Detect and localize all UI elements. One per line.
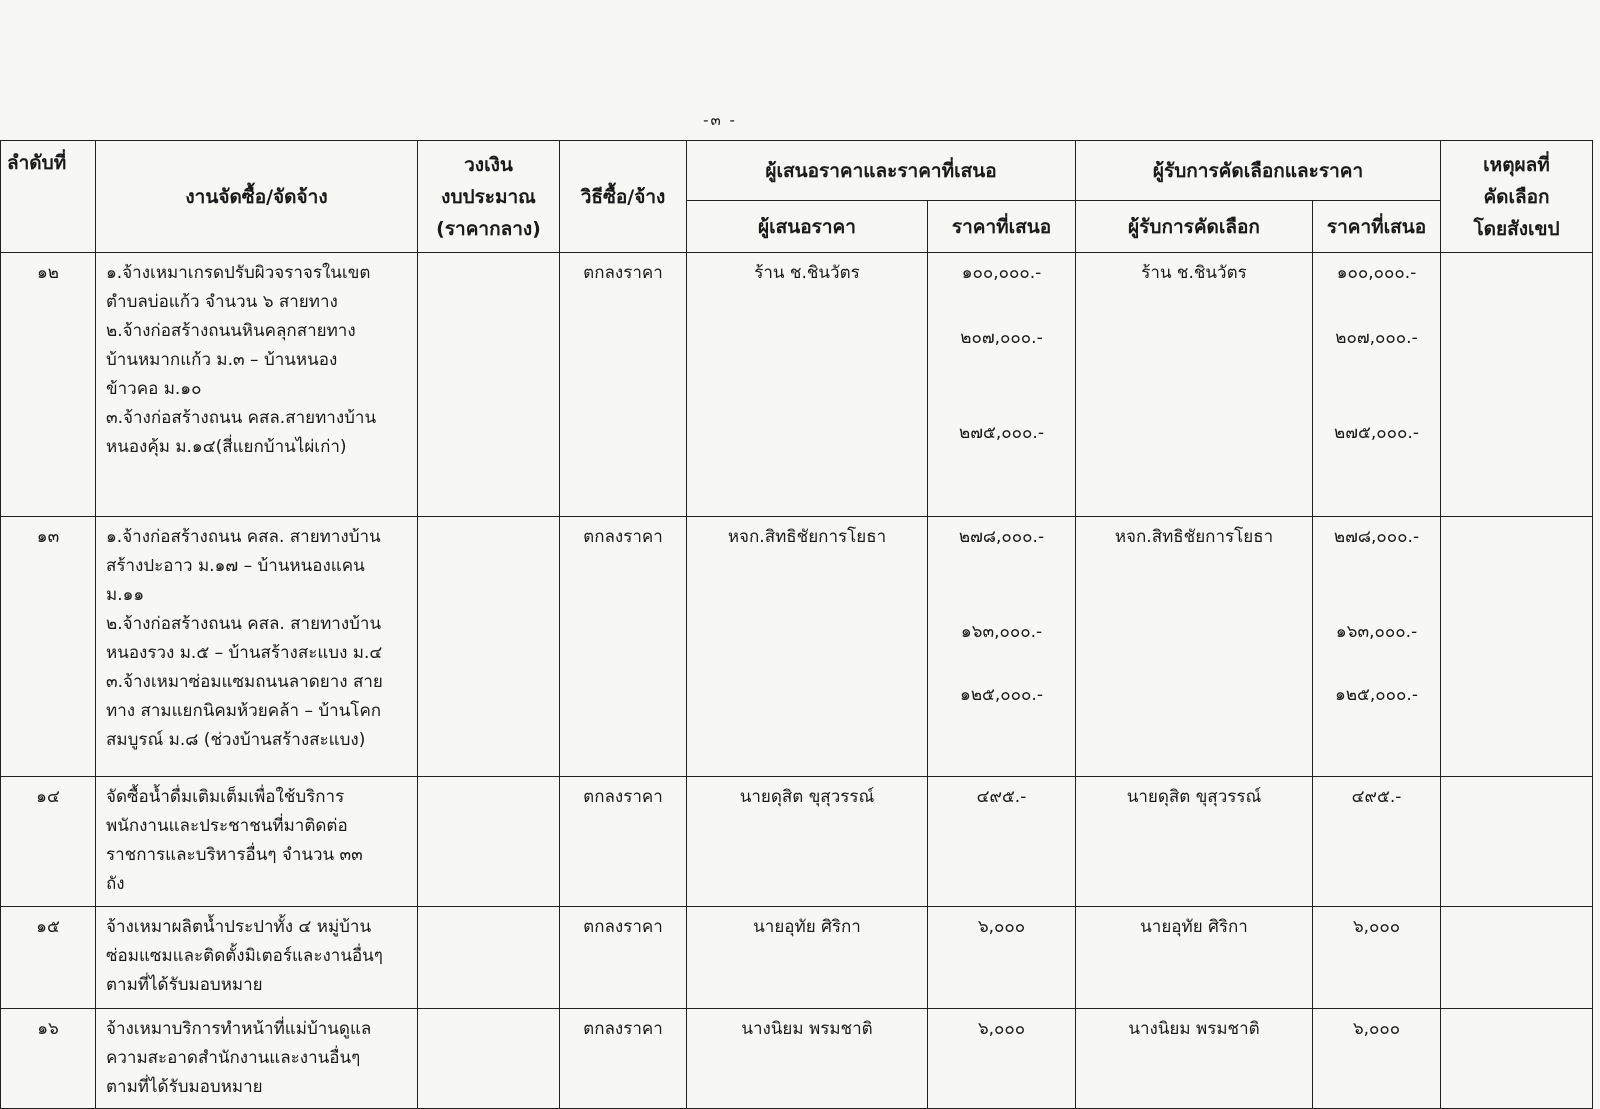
procurement-table bbox=[0, 140, 1593, 1109]
bid-price: ๒๗๘,๐๐๐.- bbox=[958, 527, 1045, 547]
header-reason-line: โดยสังเขป bbox=[1473, 217, 1560, 240]
item-line: ถัง bbox=[106, 874, 125, 894]
row-selected-prices bbox=[1313, 777, 1441, 907]
row-seq: ๑๒ bbox=[1, 253, 96, 517]
row-selected: ร้าน ช.ชินวัตร bbox=[1076, 253, 1313, 517]
row-reason bbox=[1441, 777, 1593, 907]
item-line: สร้างปะอาว ม.๑๗ – บ้านหนองแคน bbox=[106, 556, 365, 576]
header-bidders-group: ผู้เสนอราคาและราคาที่เสนอ bbox=[687, 141, 1076, 201]
bid-price: ๒๗๕,๐๐๐.- bbox=[959, 423, 1044, 443]
item-line: ซ่อมแซมและติดตั้งมิเตอร์และงานอื่นๆ bbox=[106, 946, 383, 966]
item-line: ความสะอาดสำนักงานและงานอื่นๆ bbox=[106, 1048, 361, 1068]
selected-price: ๒๗๕,๐๐๐.- bbox=[1334, 423, 1419, 443]
header-budget-line: (ราคากลาง) bbox=[436, 217, 541, 240]
row-items bbox=[96, 517, 418, 777]
row-budget bbox=[418, 1009, 560, 1109]
row-seq: ๑๔ bbox=[1, 777, 96, 907]
row-selected: หจก.สิทธิชัยการโยธา bbox=[1076, 517, 1313, 777]
header-reason bbox=[1441, 141, 1593, 253]
bid-price: ๑๒๕,๐๐๐.- bbox=[960, 685, 1043, 705]
row-bid-prices bbox=[928, 1009, 1076, 1109]
header-reason-line: เหตุผลที่ bbox=[1483, 153, 1550, 176]
row-selected-prices bbox=[1313, 1009, 1441, 1109]
item-line: หนองคุ้ม ม.๑๔(สี่แยกบ้านไผ่เก่า) bbox=[106, 437, 347, 457]
row-selected: นางนิยม พรมชาติ bbox=[1076, 1009, 1313, 1109]
row-seq: ๑๕ bbox=[1, 907, 96, 1009]
row-budget bbox=[418, 253, 560, 517]
item-line: พนักงานและประชาชนที่มาติดต่อ bbox=[106, 816, 348, 836]
row-budget bbox=[418, 777, 560, 907]
selected-price: ๔๙๕.- bbox=[1351, 787, 1402, 807]
page-number: -๓ - bbox=[703, 111, 737, 129]
row-budget bbox=[418, 907, 560, 1009]
row-selected-prices bbox=[1313, 253, 1441, 517]
table-row bbox=[1, 253, 1593, 517]
row-method: ตกลงราคา bbox=[560, 1009, 687, 1109]
row-budget bbox=[418, 517, 560, 777]
row-items bbox=[96, 777, 418, 907]
row-bid-prices bbox=[928, 777, 1076, 907]
row-bid-prices bbox=[928, 517, 1076, 777]
item-line: ๒.จ้างก่อสร้างถนนหินคลุกสายทาง bbox=[106, 321, 356, 341]
row-items bbox=[96, 907, 418, 1009]
row-reason bbox=[1441, 907, 1593, 1009]
row-method: ตกลงราคา bbox=[560, 907, 687, 1009]
item-line: ๑.จ้างเหมาเกรดปรับผิวจราจรในเขต bbox=[106, 263, 371, 283]
item-line: สมบูรณ์ ม.๘ (ช่วงบ้านสร้างสะแบง) bbox=[106, 730, 366, 750]
row-reason bbox=[1441, 1009, 1593, 1109]
item-line: จัดซื้อน้ำดื่มเติมเต็มเพื่อใช้บริการ bbox=[106, 787, 345, 807]
header-bid-price: ราคาที่เสนอ bbox=[928, 201, 1076, 253]
row-bidder: ร้าน ช.ชินวัตร bbox=[687, 253, 928, 517]
row-bidder: นายอุทัย ศิริกา bbox=[687, 907, 928, 1009]
header-budget bbox=[418, 141, 560, 253]
table-row bbox=[1, 907, 1593, 1009]
row-bidder: นางนิยม พรมชาติ bbox=[687, 1009, 928, 1109]
row-bidder: หจก.สิทธิชัยการโยธา bbox=[687, 517, 928, 777]
item-line: ข้าวคอ ม.๑๐ bbox=[106, 379, 202, 399]
row-selected-prices bbox=[1313, 907, 1441, 1009]
header-work: งานจัดซื้อ/จัดจ้าง bbox=[96, 141, 418, 253]
bid-price: ๑๐๐,๐๐๐.- bbox=[961, 263, 1042, 283]
item-line: จ้างเหมาบริการทำหน้าที่แม่บ้านดูแล bbox=[106, 1019, 372, 1039]
selected-price: ๑๒๕,๐๐๐.- bbox=[1335, 685, 1418, 705]
item-line: ๓.จ้างก่อสร้างถนน คสล.สายทางบ้าน bbox=[106, 408, 377, 428]
row-reason bbox=[1441, 517, 1593, 777]
row-method: ตกลงราคา bbox=[560, 517, 687, 777]
row-bidder: นายดุสิต ขุสุวรรณ์ bbox=[687, 777, 928, 907]
selected-price: ๖,๐๐๐ bbox=[1352, 917, 1401, 937]
item-line: ๑.จ้างก่อสร้างถนน คสล. สายทางบ้าน bbox=[106, 527, 381, 547]
header-selected: ผู้รับการคัดเลือก bbox=[1076, 201, 1313, 253]
header-method: วิธีซื้อ/จ้าง bbox=[560, 141, 687, 253]
item-line: ตามที่ได้รับมอบหมาย bbox=[106, 1077, 263, 1097]
header-bidder: ผู้เสนอราคา bbox=[687, 201, 928, 253]
item-line: ๓.จ้างเหมาซ่อมแซมถนนลาดยาง สาย bbox=[106, 672, 383, 692]
row-reason bbox=[1441, 253, 1593, 517]
header-reason-line: คัดเลือก bbox=[1483, 185, 1550, 208]
item-line: ตำบลบ่อแก้ว จำนวน ๖ สายทาง bbox=[106, 292, 338, 312]
bid-price: ๔๙๕.- bbox=[976, 787, 1027, 807]
selected-price: ๑๐๐,๐๐๐.- bbox=[1336, 263, 1417, 283]
table-row bbox=[1, 777, 1593, 907]
row-selected: นายอุทัย ศิริกา bbox=[1076, 907, 1313, 1009]
item-line: ราชการและบริหารอื่นๆ จำนวน ๓๓ bbox=[106, 845, 363, 865]
header-budget-line: งบประมาณ bbox=[441, 185, 536, 208]
table-row bbox=[1, 1009, 1593, 1109]
row-selected: นายดุสิต ขุสุวรรณ์ bbox=[1076, 777, 1313, 907]
selected-price: ๒๐๗,๐๐๐.- bbox=[1335, 328, 1418, 348]
header-selected-price: ราคาที่เสนอ bbox=[1313, 201, 1441, 253]
selected-price: ๒๗๘,๐๐๐.- bbox=[1333, 527, 1420, 547]
bid-price: ๖,๐๐๐ bbox=[977, 1019, 1026, 1039]
item-line: หนองรวง ม.๕ – บ้านสร้างสะแบง ม.๔ bbox=[106, 643, 383, 663]
header-budget-line: วงเงิน bbox=[464, 153, 513, 176]
row-bid-prices bbox=[928, 253, 1076, 517]
item-line: จ้างเหมาผลิตน้ำประปาทั้ง ๔ หมู่บ้าน bbox=[106, 917, 372, 937]
header-selected-group: ผู้รับการคัดเลือกและราคา bbox=[1076, 141, 1441, 201]
table-row bbox=[1, 517, 1593, 777]
bid-price: ๒๐๗,๐๐๐.- bbox=[960, 328, 1043, 348]
header-seq: ลำดับที่ bbox=[1, 141, 96, 253]
item-line: ม.๑๑ bbox=[106, 585, 145, 605]
row-seq: ๑๖ bbox=[1, 1009, 96, 1109]
item-line: ตามที่ได้รับมอบหมาย bbox=[106, 975, 263, 995]
selected-price: ๖,๐๐๐ bbox=[1352, 1019, 1401, 1039]
row-selected-prices bbox=[1313, 517, 1441, 777]
item-line: ๒.จ้างก่อสร้างถนน คสล. สายทางบ้าน bbox=[106, 614, 382, 634]
row-items bbox=[96, 1009, 418, 1109]
row-method: ตกลงราคา bbox=[560, 253, 687, 517]
bid-price: ๑๖๓,๐๐๐.- bbox=[960, 622, 1043, 642]
row-seq: ๑๓ bbox=[1, 517, 96, 777]
row-method: ตกลงราคา bbox=[560, 777, 687, 907]
row-bid-prices bbox=[928, 907, 1076, 1009]
item-line: ทาง สามแยกนิคมห้วยคล้า – บ้านโคก bbox=[106, 701, 382, 721]
row-items bbox=[96, 253, 418, 517]
selected-price: ๑๖๓,๐๐๐.- bbox=[1335, 622, 1418, 642]
bid-price: ๖,๐๐๐ bbox=[977, 917, 1026, 937]
item-line: บ้านหมากแก้ว ม.๓ – บ้านหนอง bbox=[106, 350, 338, 370]
